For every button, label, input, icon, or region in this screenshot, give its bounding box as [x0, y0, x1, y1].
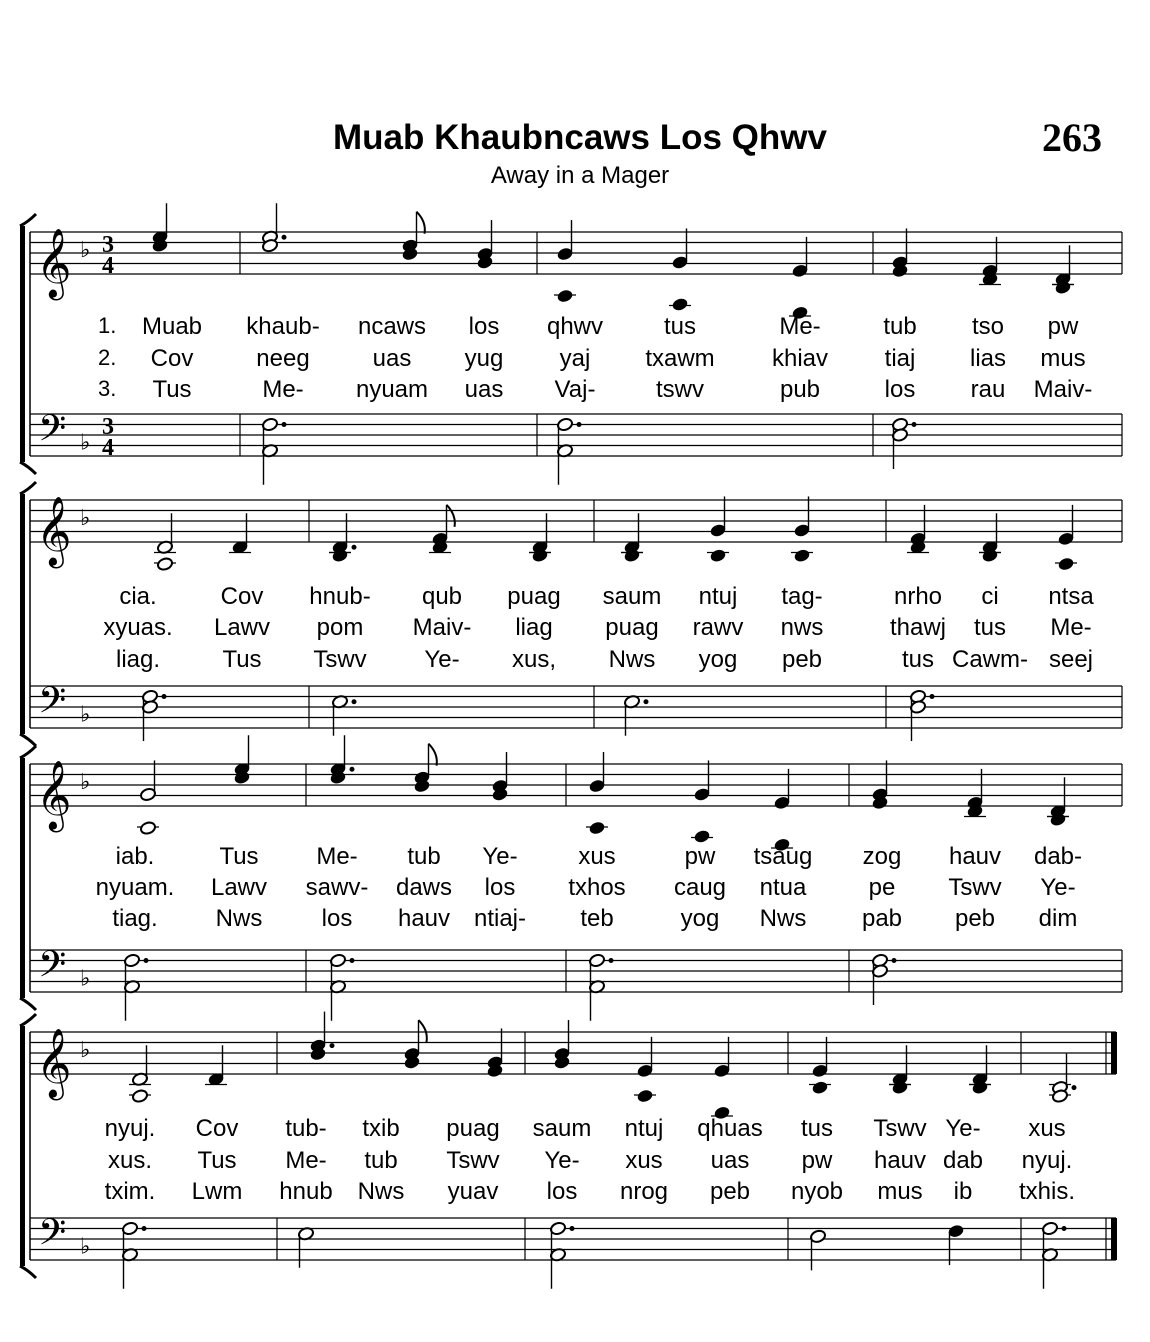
lyric-syllable: mus — [877, 1178, 923, 1205]
verse-number: 1. — [98, 313, 117, 338]
lyric-syllable: Me- — [316, 843, 358, 870]
system-bracket — [20, 758, 25, 998]
lyric-syllable: Ye- — [544, 1147, 580, 1174]
lyric-syllable: Maiv- — [412, 614, 472, 641]
lyric-syllable: rawv — [692, 614, 744, 641]
lyric-syllable: tus — [973, 614, 1007, 641]
lyric-syllable: tso — [971, 313, 1005, 340]
lyric-syllable: puag — [507, 583, 561, 610]
final-barline-thick — [1111, 1218, 1117, 1260]
note-dot — [352, 699, 357, 704]
note-dot — [570, 1226, 575, 1231]
bracket-hook-top — [20, 214, 36, 226]
lyric-syllable: nyuj. — [1021, 1147, 1073, 1174]
lyric-syllable: yuav — [447, 1178, 499, 1205]
lyric-syllable: tus — [800, 1115, 834, 1142]
lyric-syllable: tiag. — [112, 905, 158, 932]
lyric-syllable: qhwv — [546, 313, 604, 340]
bracket-hook-bottom — [20, 1266, 36, 1278]
note-dot — [282, 235, 287, 240]
lyric-syllable: yog — [698, 646, 738, 673]
lyric-syllable: hnub- — [309, 583, 371, 610]
lyric-syllable: Lawv — [210, 874, 268, 901]
note-head — [709, 548, 726, 563]
lyric-syllable: txhis. — [1018, 1178, 1076, 1205]
lyric-syllable: ntua — [759, 874, 807, 901]
lyric-syllable: pe — [868, 874, 896, 901]
lyric-syllable: hnub — [279, 1178, 333, 1205]
lyric-syllable: ib — [953, 1178, 973, 1205]
note-dot — [144, 958, 149, 963]
note-dot — [162, 694, 167, 699]
lyric-syllable: qub — [421, 583, 463, 610]
lyric-syllable: los — [884, 376, 916, 403]
lyric-syllable: pom — [316, 614, 364, 641]
lyric-syllable: ntiaj- — [473, 905, 527, 932]
bass-clef: 𝄢 — [38, 943, 67, 995]
lyric-syllable: los — [546, 1178, 578, 1205]
bass-clef: 𝄢 — [38, 1211, 67, 1263]
lyric-syllable: hauv — [948, 843, 1002, 870]
note-dot — [609, 958, 614, 963]
final-barline-thick — [1111, 1032, 1117, 1074]
key-flat-treble: ♭ — [80, 1038, 91, 1063]
lyric-syllable: xus. — [107, 1147, 153, 1174]
lyric-syllable: peb — [954, 905, 996, 932]
lyric-syllable: Nws — [357, 1178, 405, 1205]
key-flat-treble: ♭ — [80, 238, 91, 263]
bracket-hook-bottom — [20, 462, 36, 474]
lyric-syllable: Nws — [215, 905, 263, 932]
lyric-syllable: Cov — [150, 345, 194, 372]
lyric-syllable: nws — [780, 614, 824, 641]
lyric-syllable: Vaj- — [554, 376, 596, 403]
lyric-syllable: dab — [942, 1147, 984, 1174]
system-bracket — [20, 1026, 25, 1266]
lyric-syllable: yug — [464, 345, 504, 372]
lyric-syllable: txhos — [568, 874, 626, 901]
bracket-hook-bottom — [20, 734, 36, 746]
lyric-syllable: Ye- — [424, 646, 460, 673]
lyric-syllable: los — [484, 874, 516, 901]
lyric-syllable: Me- — [285, 1147, 327, 1174]
lyric-syllable: Tus — [219, 843, 259, 870]
lyric-syllable: Cov — [195, 1115, 239, 1142]
lyric-syllable: daws — [395, 874, 453, 901]
time-signature-bottom: 4 — [102, 435, 114, 461]
lyric-syllable: thawj — [889, 614, 947, 641]
lyric-syllable: yog — [680, 905, 720, 932]
lyric-syllable: caug — [673, 874, 727, 901]
lyric-syllable: nyob — [790, 1178, 844, 1205]
lyric-syllable: pw — [801, 1147, 833, 1174]
lyric-syllable: Ye- — [945, 1115, 981, 1142]
note-head — [588, 821, 605, 836]
note-dot — [330, 1043, 335, 1048]
lyric-syllable: ncaws — [357, 313, 427, 340]
lyric-syllable: txawm — [645, 345, 715, 372]
lyric-syllable: uas — [464, 376, 504, 403]
note-flag — [429, 744, 437, 766]
time-signature-bottom: 4 — [102, 253, 114, 279]
key-flat-treble: ♭ — [80, 770, 91, 795]
lyric-syllable: seej — [1048, 646, 1094, 673]
lyric-syllable: ntsa — [1048, 583, 1094, 610]
system-bracket — [20, 226, 25, 462]
bracket-hook-bottom — [20, 998, 36, 1010]
note-dot — [930, 694, 935, 699]
bass-clef: 𝄢 — [38, 407, 67, 459]
lyric-syllable: puag — [446, 1115, 500, 1142]
lyric-syllable: rau — [970, 376, 1006, 403]
lyric-syllable: tub — [364, 1147, 398, 1174]
treble-clef: 𝄞 — [36, 760, 72, 830]
lyric-syllable: nyuj. — [104, 1115, 156, 1142]
lyric-syllable: zog — [862, 843, 902, 870]
key-flat-bass: ♭ — [80, 966, 91, 992]
key-flat-treble: ♭ — [80, 506, 91, 531]
lyric-syllable: mus — [1040, 345, 1086, 372]
lyric-syllable: iab. — [115, 843, 155, 870]
lyric-syllable: pw — [1047, 313, 1079, 340]
lyric-syllable: xus — [578, 843, 616, 870]
note-dot — [350, 958, 355, 963]
lyric-syllable: Lwm — [191, 1178, 243, 1205]
note-head — [156, 557, 173, 572]
lyric-syllable: lias — [969, 345, 1007, 372]
lyric-syllable: Nws — [608, 646, 656, 673]
lyric-syllable: peb — [781, 646, 823, 673]
note-flag — [419, 1020, 427, 1042]
lyric-syllable: Lawv — [213, 614, 271, 641]
lyric-syllable: tub- — [285, 1115, 327, 1142]
treble-clef: 𝄞 — [36, 228, 72, 298]
lyric-syllable: tub — [883, 313, 917, 340]
lyric-syllable: teb — [580, 905, 614, 932]
lyric-syllable: pw — [684, 843, 716, 870]
lyric-syllable: Nws — [759, 905, 807, 932]
lyric-syllable: dim — [1038, 905, 1078, 932]
note-head — [131, 1089, 148, 1104]
note-dot — [577, 422, 582, 427]
lyric-syllable: neeg — [256, 345, 310, 372]
lyric-syllable: ntuj — [698, 583, 738, 610]
verse-number: 2. — [98, 345, 117, 370]
lyric-syllable: saum — [602, 583, 662, 610]
bracket-hook-top — [20, 1014, 36, 1026]
lyric-syllable: nrog — [619, 1178, 669, 1205]
lyric-syllable: tub — [407, 843, 441, 870]
lyric-syllable: xus — [625, 1147, 663, 1174]
lyric-syllable: Tswv — [948, 874, 1002, 901]
lyric-syllable: Tus — [222, 646, 262, 673]
lyric-syllable: nyuam. — [95, 874, 175, 901]
key-flat-bass: ♭ — [80, 702, 91, 728]
lyric-syllable: liag — [515, 614, 553, 641]
lyric-syllable: qhuas — [697, 1115, 763, 1142]
lyric-syllable: Tus — [197, 1147, 237, 1174]
lyric-syllable: txim. — [104, 1178, 156, 1205]
lyric-syllable: Tswv — [873, 1115, 927, 1142]
note-head — [636, 1089, 653, 1104]
bass-clef: 𝄢 — [38, 679, 67, 731]
verse-number: 3. — [98, 376, 117, 401]
note-dot — [1062, 1226, 1067, 1231]
lyric-syllable: Ye- — [482, 843, 518, 870]
lyric-syllable: Tswv — [446, 1147, 500, 1174]
lyric-syllable: khaub- — [246, 313, 320, 340]
lyric-syllable: Me- — [1050, 614, 1092, 641]
note-head — [1057, 557, 1074, 572]
note-head — [693, 829, 710, 844]
lyric-syllable: los — [321, 905, 353, 932]
lyric-syllable: Ye- — [1040, 874, 1076, 901]
lyric-syllable: sawv- — [305, 874, 369, 901]
lyric-syllable: saum — [532, 1115, 592, 1142]
lyric-syllable: nrho — [893, 583, 943, 610]
hymn-subtitle: Away in a Mager — [490, 162, 670, 189]
note-dot — [1072, 1085, 1077, 1090]
lyric-syllable: xyuas. — [103, 614, 173, 641]
lyric-syllable: xus, — [511, 646, 557, 673]
key-flat-bass: ♭ — [80, 1234, 91, 1260]
hymn-number: 263 — [1042, 115, 1102, 160]
bracket-hook-top — [20, 746, 36, 758]
lyric-syllable: hauv — [397, 905, 451, 932]
lyric-syllable: ntuj — [624, 1115, 664, 1142]
note-dot — [912, 422, 917, 427]
lyric-syllable: pub — [779, 376, 821, 403]
lyric-syllable: tsaug — [753, 843, 813, 870]
lyric-syllable: pab — [861, 905, 903, 932]
lyric-syllable: Maiv- — [1033, 376, 1093, 403]
note-dot — [352, 545, 357, 550]
lyric-syllable: liag. — [115, 646, 161, 673]
lyric-syllable: yaj — [559, 345, 591, 372]
key-flat-bass: ♭ — [80, 430, 91, 456]
lyric-syllable: cia. — [119, 583, 157, 610]
system-bracket — [20, 494, 25, 734]
lyric-syllable: nyuam — [355, 376, 429, 403]
lyric-syllable: ci — [981, 583, 999, 610]
note-dot — [282, 422, 287, 427]
lyric-syllable: Cov — [220, 583, 264, 610]
lyric-syllable: dab- — [1033, 843, 1083, 870]
note-dot — [142, 1226, 147, 1231]
lyric-syllable: puag — [605, 614, 659, 641]
lyric-syllable: xus — [1028, 1115, 1066, 1142]
note-head — [556, 289, 573, 304]
note-flag — [447, 505, 455, 527]
lyric-syllable: Muab — [141, 313, 203, 340]
note-head — [671, 297, 688, 312]
lyric-syllable: khiav — [771, 345, 829, 372]
lyric-syllable: hauv — [873, 1147, 927, 1174]
lyric-syllable: Tus — [152, 376, 192, 403]
lyric-syllable: tus — [901, 646, 935, 673]
note-head — [139, 821, 156, 836]
note-flag — [417, 212, 425, 234]
note-head — [793, 548, 810, 563]
note-dot — [350, 767, 355, 772]
time-signature-top: 3 — [102, 414, 114, 440]
lyric-syllable: tus — [663, 313, 697, 340]
treble-clef: 𝄞 — [36, 496, 72, 566]
lyric-syllable: uas — [710, 1147, 750, 1174]
hymn-title: Muab Khaubncaws Los Qhwv — [333, 118, 827, 157]
bracket-hook-top — [20, 482, 36, 494]
time-signature-top: 3 — [102, 232, 114, 258]
lyric-syllable: Tswv — [313, 646, 367, 673]
lyric-syllable: los — [468, 313, 500, 340]
lyric-syllable: tswv — [656, 376, 704, 403]
lyric-syllable: uas — [372, 345, 412, 372]
note-dot — [644, 699, 649, 704]
treble-clef: 𝄞 — [36, 1028, 72, 1098]
lyric-syllable: tiaj — [884, 345, 916, 372]
note-head — [811, 1080, 828, 1095]
lyric-syllable: tag- — [781, 583, 823, 610]
lyric-syllable: txib — [362, 1115, 400, 1142]
note-dot — [892, 958, 897, 963]
lyric-syllable: Me- — [779, 313, 821, 340]
lyric-syllable: Me- — [262, 376, 304, 403]
lyric-syllable: peb — [709, 1178, 751, 1205]
lyric-syllable: Cawm- — [952, 646, 1028, 673]
